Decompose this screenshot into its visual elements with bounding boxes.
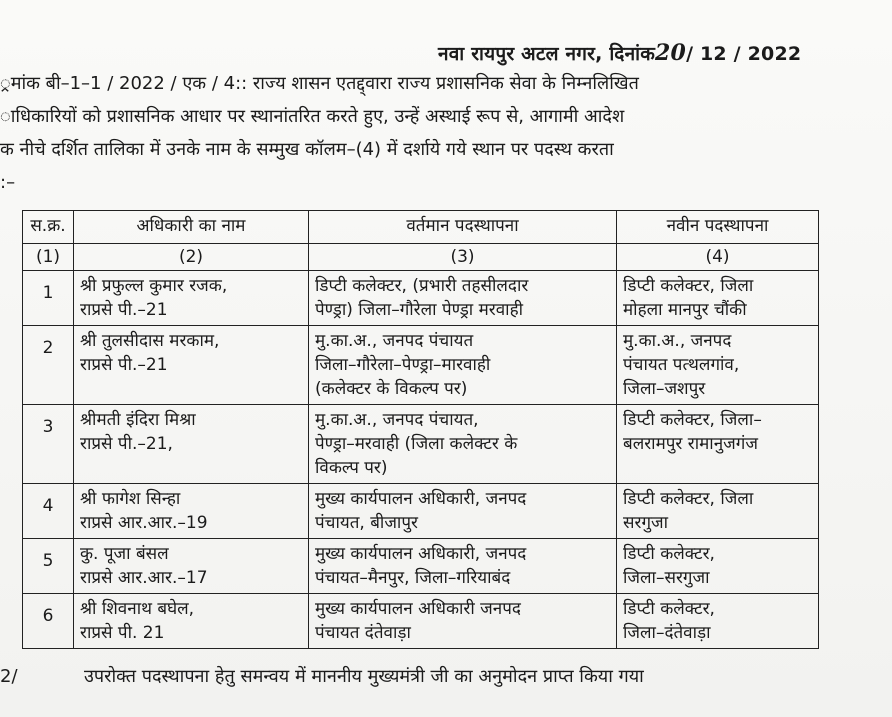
new-posting-line: डिप्टी कलेक्टर, (623, 544, 715, 564)
paragraph-line: :– (0, 172, 16, 193)
paragraph-line: ाधिकारियों को प्रशासनिक आधार पर स्थानांतरित करते हुए, उन्हें अस्थाई रूप से, आगामी आदेश (0, 106, 625, 127)
paragraph-number: 2/ (0, 666, 18, 687)
officer-name-cell (74, 326, 309, 405)
officer-service: राप्रसे आर.आर.–19 (80, 513, 208, 533)
current-posting-line: मु.का.अ., जनपद पंचायत (315, 331, 474, 351)
table-row (23, 539, 819, 594)
new-posting-line: पंचायत पत्थलगांव, (623, 355, 740, 375)
officer-name-cell (74, 594, 309, 649)
column-number: (2) (74, 244, 309, 271)
order-paragraph (0, 67, 880, 199)
new-posting-line: डिप्टी कलेक्टर, जिला (623, 489, 754, 509)
header-officer-name: अधिकारी का नाम (74, 211, 309, 244)
officer-name-cell (74, 405, 309, 484)
new-posting-line: सरगुजा (623, 513, 669, 533)
header-serial-no: स.क्र. (23, 211, 74, 244)
footer-paragraph (0, 664, 880, 688)
column-number: (3) (309, 244, 617, 271)
officer-name-cell (74, 484, 309, 539)
paragraph-line: ्रमांक बी–1–1 / 2022 / एक / 4:: राज्य शासन एतद्द्वारा राज्य प्रशासनिक सेवा के निम्नलिखित (0, 73, 639, 94)
current-posting-line: डिप्टी कलेक्टर, (प्रभारी तहसीलदार (315, 276, 529, 296)
table-row (23, 484, 819, 539)
officer-name: कु. पूजा बंसल (80, 544, 169, 564)
new-posting-cell (617, 594, 819, 649)
new-posting-line: मोहला मानपुर चौंकी (623, 300, 747, 320)
officer-name: श्रीमती इंदिरा मिश्रा (80, 410, 196, 430)
new-posting-line: डिप्टी कलेक्टर, जिला– (623, 410, 762, 430)
current-posting-line: जिला–गौरेला–पेण्ड्रा–मारवाही (315, 355, 491, 375)
current-posting-line: मुख्य कार्यपालन अधिकारी जनपद (315, 599, 521, 619)
current-posting-cell (309, 594, 617, 649)
serial-number: 5 (23, 539, 74, 594)
current-posting-cell (309, 539, 617, 594)
new-posting-line: मु.का.अ., जनपद (623, 331, 732, 351)
current-posting-line: पंचायत–मैनपुर, जिला–गरियाबंद (315, 568, 511, 588)
new-posting-line: जिला–जशपुर (623, 379, 706, 399)
posting-table (22, 210, 819, 649)
new-posting-line: डिप्टी कलेक्टर, (623, 599, 715, 619)
date-day-handwritten: 20 (655, 40, 687, 66)
new-posting-cell (617, 484, 819, 539)
paragraph-line: क नीचे दर्शित तालिका में उनके नाम के सम्मुख कॉलम–(4) में दर्शाये गये स्थान पर पदस्थ करता (0, 139, 614, 160)
table-row (23, 405, 819, 484)
current-posting-line: पेण्ड्रा–मरवाही (जिला कलेक्टर के (315, 434, 518, 454)
current-posting-cell (309, 484, 617, 539)
new-posting-cell (617, 539, 819, 594)
officer-service: राप्रसे आर.आर.–17 (80, 568, 208, 588)
column-number: (1) (23, 244, 74, 271)
officer-service: राप्रसे पी. 21 (80, 623, 165, 643)
table-header-row (23, 211, 819, 244)
new-posting-cell (617, 405, 819, 484)
new-posting-cell (617, 326, 819, 405)
serial-number: 1 (23, 271, 74, 326)
officer-service: राप्रसे पी.–21 (80, 355, 168, 375)
officer-name-cell (74, 271, 309, 326)
current-posting-line: (कलेक्टर के विकल्प पर) (315, 379, 468, 399)
header-new-posting: नवीन पदस्थापना (617, 211, 819, 244)
date-prefix: नवा रायपुर अटल नगर, दिनांक (438, 43, 656, 65)
new-posting-cell (617, 271, 819, 326)
officer-name: श्री तुलसीदास मरकाम, (80, 331, 220, 351)
current-posting-line: पेण्ड्रा) जिला–गौरेला पेण्ड्रा मरवाही (315, 300, 524, 320)
serial-number: 2 (23, 326, 74, 405)
new-posting-line: जिला–सरगुजा (623, 568, 710, 588)
serial-number: 6 (23, 594, 74, 649)
serial-number: 4 (23, 484, 74, 539)
header-current-posting: वर्तमान पदस्थापना (309, 211, 617, 244)
current-posting-cell (309, 326, 617, 405)
current-posting-line: मुख्य कार्यपालन अधिकारी, जनपद (315, 489, 527, 509)
table-row (23, 271, 819, 326)
current-posting-line: विकल्प पर) (315, 458, 388, 478)
table-row (23, 594, 819, 649)
officer-service: राप्रसे पी.–21 (80, 300, 168, 320)
officer-name-cell (74, 539, 309, 594)
current-posting-line: मुख्य कार्यपालन अधिकारी, जनपद (315, 544, 527, 564)
column-number: (4) (617, 244, 819, 271)
officer-name: श्री फागेश सिन्हा (80, 489, 181, 509)
officer-name: श्री शिवनाथ बघेल, (80, 599, 195, 619)
new-posting-line: बलरामपुर रामानुजगंज (623, 434, 758, 454)
column-number-row (23, 244, 819, 271)
officer-name: श्री प्रफुल्ल कुमार रजक, (80, 276, 228, 296)
new-posting-line: डिप्टी कलेक्टर, जिला (623, 276, 754, 296)
date-rest: / 12 / 2022 (686, 43, 802, 65)
table-row (23, 326, 819, 405)
new-posting-line: जिला–दंतेवाड़ा (623, 623, 711, 643)
current-posting-line: मु.का.अ., जनपद पंचायत, (315, 410, 479, 430)
current-posting-line: पंचायत, बीजापुर (315, 513, 418, 533)
current-posting-line: पंचायत दंतेवाड़ा (315, 623, 411, 643)
footer-text: उपरोक्त पदस्थापना हेतु समन्वय में माननीय मुख्यमंत्री जी का अनुमोदन प्राप्त किया गया (84, 666, 644, 687)
current-posting-cell (309, 271, 617, 326)
current-posting-cell (309, 405, 617, 484)
order-dateline (438, 40, 801, 66)
officer-service: राप्रसे पी.–21, (80, 434, 173, 454)
serial-number: 3 (23, 405, 74, 484)
